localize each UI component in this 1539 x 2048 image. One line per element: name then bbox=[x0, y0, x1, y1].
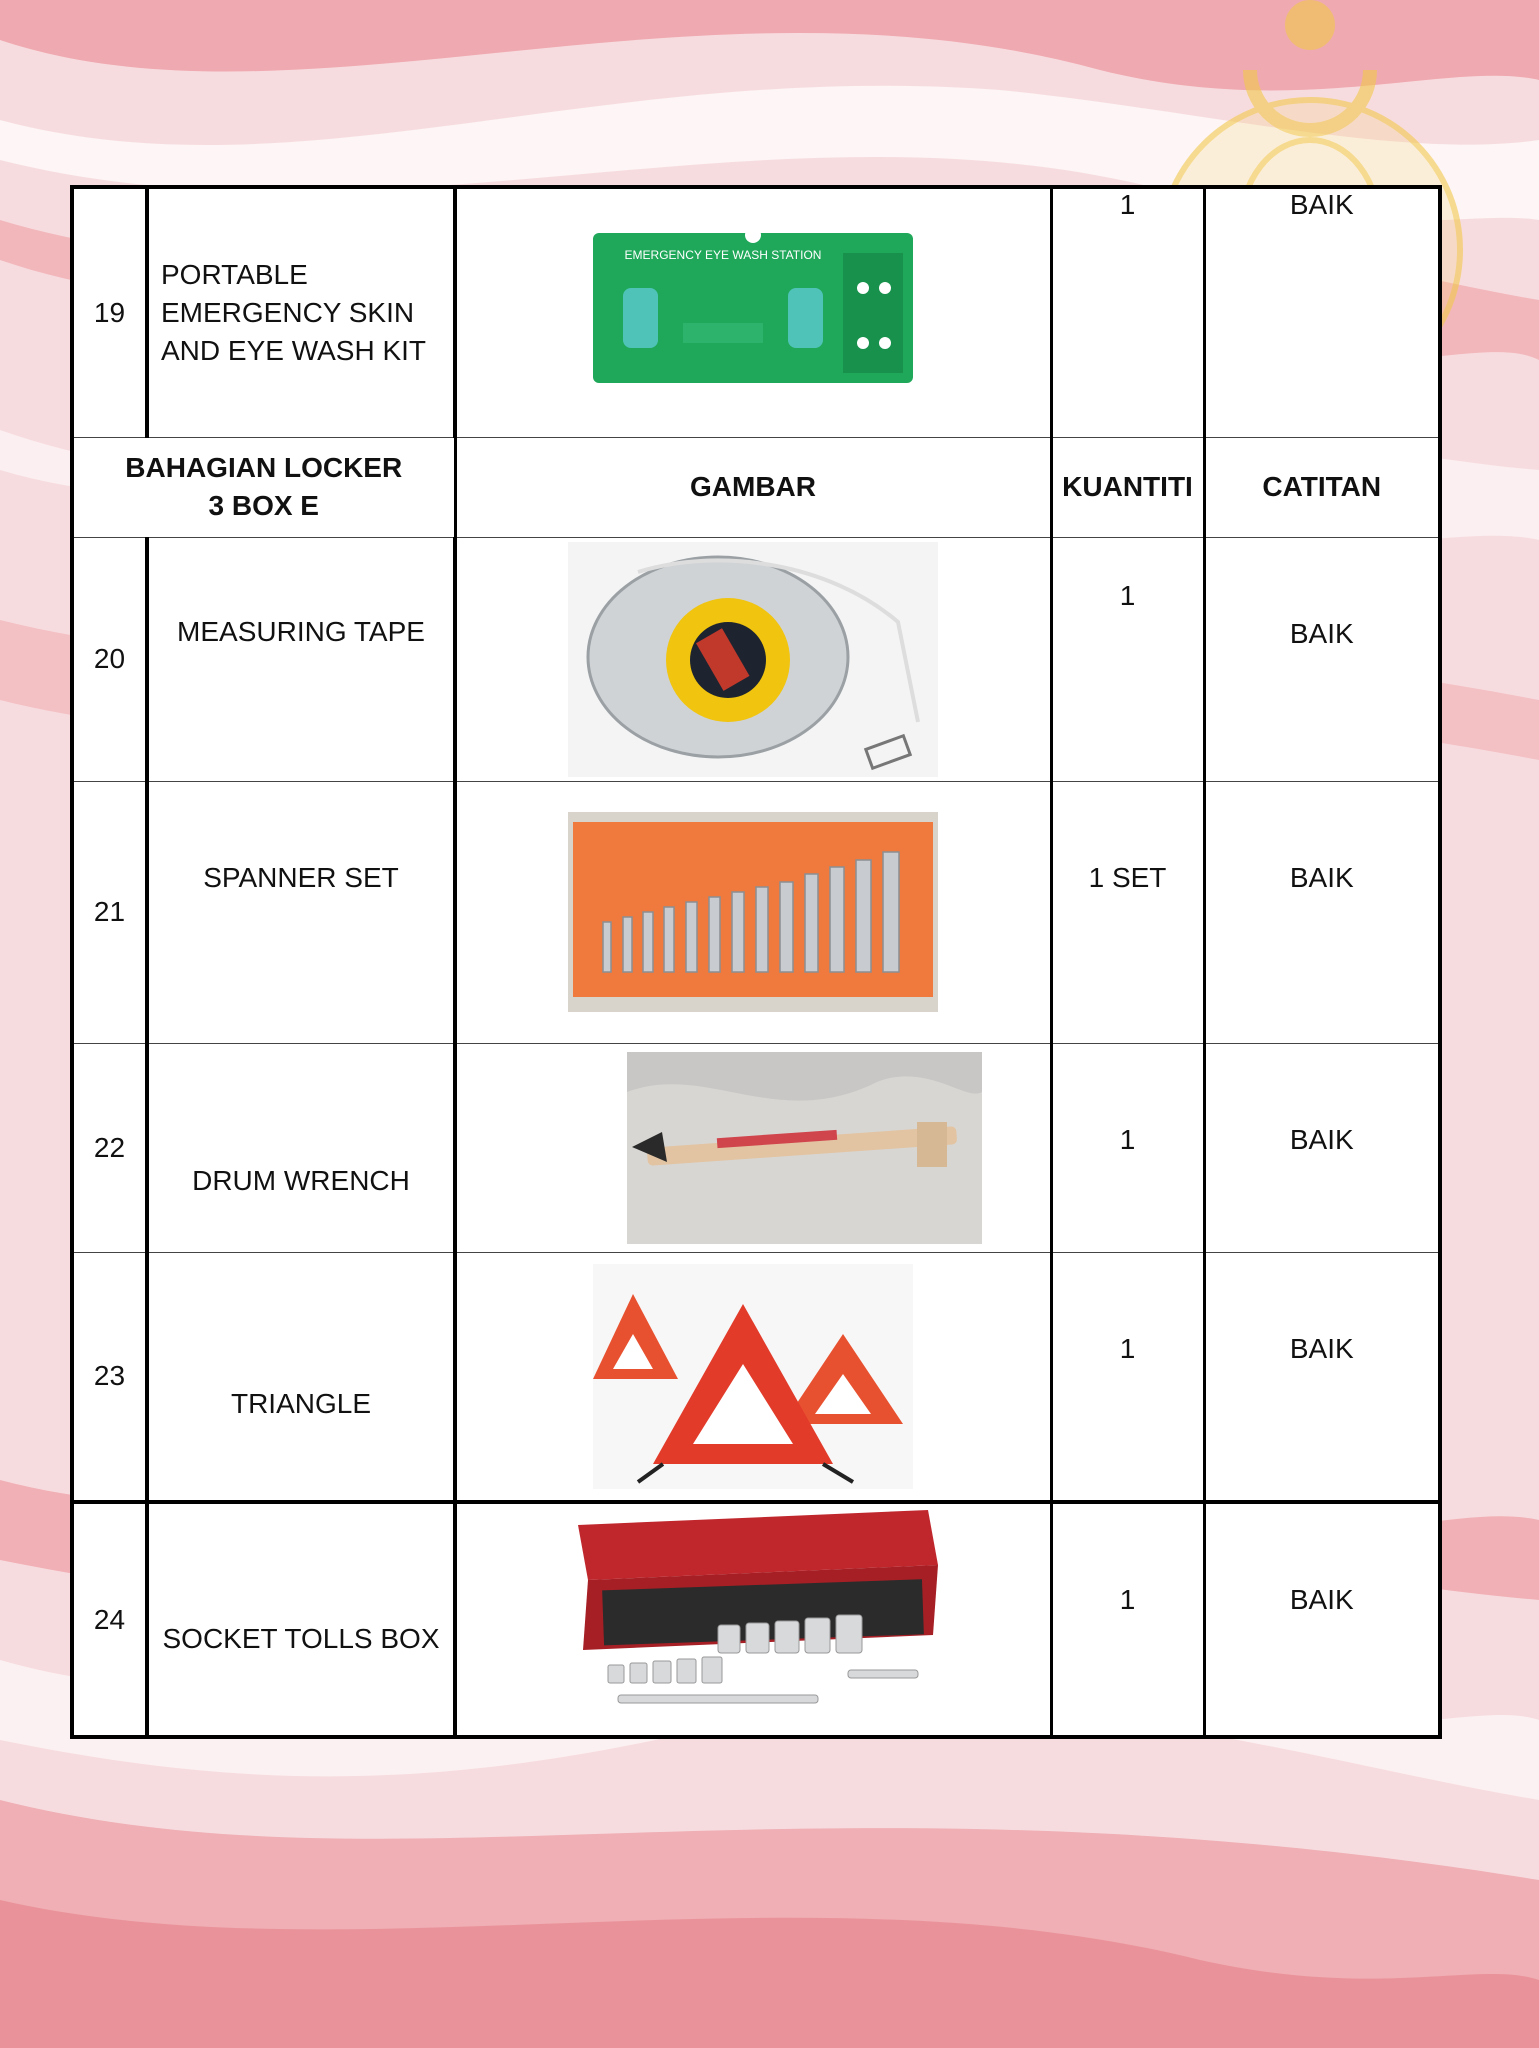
quantity: 1 bbox=[1051, 537, 1204, 781]
measuring-tape-image bbox=[568, 542, 938, 777]
spanner-set-image bbox=[568, 812, 938, 1012]
remark: BAIK bbox=[1204, 781, 1440, 1043]
svg-text:EMERGENCY EYE WASH STATION: EMERGENCY EYE WASH STATION bbox=[624, 247, 822, 262]
quantity: 1 bbox=[1051, 1043, 1204, 1252]
drum-wrench-image bbox=[627, 1052, 982, 1244]
item-name: SPANNER SET bbox=[147, 781, 455, 1043]
column-header-remark: CATITAN bbox=[1204, 437, 1440, 537]
socket-toolbox-image bbox=[558, 1505, 948, 1735]
item-name: SOCKET TOLLS BOX bbox=[147, 1502, 455, 1737]
section-title: BAHAGIAN LOCKER 3 BOX E bbox=[72, 437, 455, 537]
quantity: 1 bbox=[1051, 1502, 1204, 1737]
quantity: 1 bbox=[1051, 187, 1204, 437]
section-header-row bbox=[72, 437, 1440, 537]
row-number: 22 bbox=[72, 1043, 147, 1252]
column-header-quantity: KUANTITI bbox=[1051, 437, 1204, 537]
item-image-cell bbox=[455, 187, 1051, 437]
item-image-cell bbox=[455, 1043, 1051, 1252]
item-name: PORTABLE EMERGENCY SKIN AND EYE WASH KIT bbox=[147, 187, 455, 437]
row-number: 19 bbox=[72, 187, 147, 437]
table-row bbox=[72, 781, 1440, 1043]
remark: BAIK bbox=[1204, 1043, 1440, 1252]
row-number: 20 bbox=[72, 537, 147, 781]
item-image-cell bbox=[455, 1502, 1051, 1737]
warning-triangle-image bbox=[593, 1264, 913, 1489]
column-header-image: GAMBAR bbox=[455, 437, 1051, 537]
remark: BAIK bbox=[1204, 1502, 1440, 1737]
remark: BAIK bbox=[1204, 187, 1440, 437]
item-name: TRIANGLE bbox=[147, 1252, 455, 1502]
row-number: 24 bbox=[72, 1502, 147, 1737]
remark: BAIK bbox=[1204, 1252, 1440, 1502]
row-number: 21 bbox=[72, 781, 147, 1043]
table-row bbox=[72, 537, 1440, 781]
item-image-cell bbox=[455, 537, 1051, 781]
inventory-table bbox=[70, 185, 1442, 1739]
quantity: 1 SET bbox=[1051, 781, 1204, 1043]
item-name: DRUM WRENCH bbox=[147, 1043, 455, 1252]
table-row bbox=[72, 1502, 1440, 1737]
item-image-cell bbox=[455, 781, 1051, 1043]
eye-wash-station-image bbox=[573, 213, 933, 413]
item-image-cell bbox=[455, 1252, 1051, 1502]
table-row bbox=[72, 187, 1440, 437]
table-row bbox=[72, 1043, 1440, 1252]
remark: BAIK bbox=[1204, 537, 1440, 781]
table-row bbox=[72, 1252, 1440, 1502]
quantity: 1 bbox=[1051, 1252, 1204, 1502]
row-number: 23 bbox=[72, 1252, 147, 1502]
item-name: MEASURING TAPE bbox=[147, 537, 455, 781]
